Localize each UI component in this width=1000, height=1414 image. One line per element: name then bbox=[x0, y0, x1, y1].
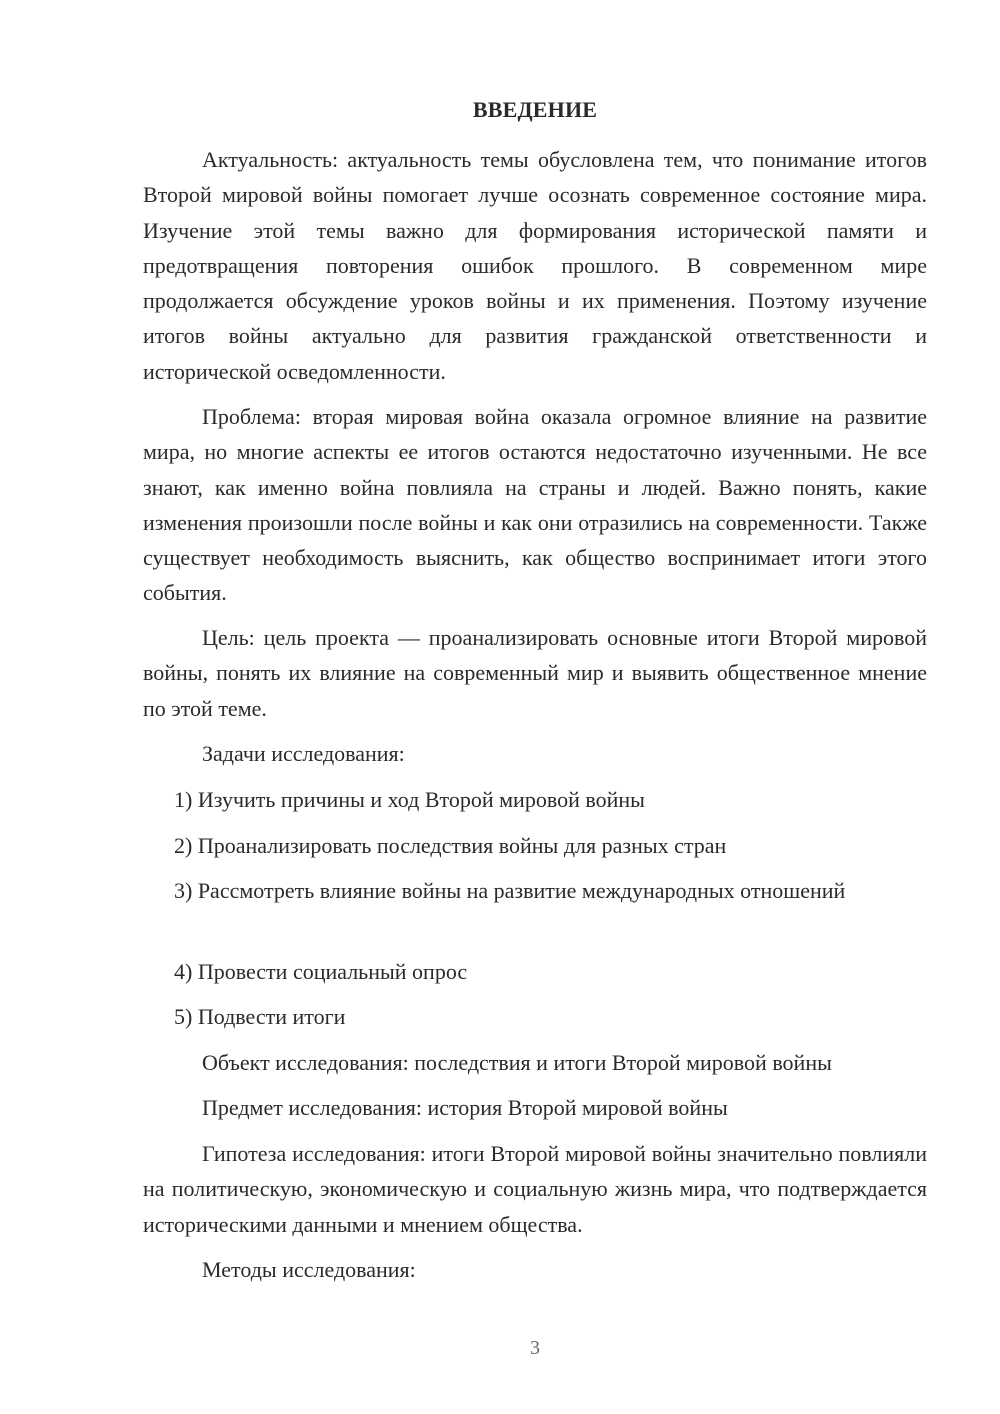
relevance-paragraph: Актуальность: актуальность темы обусловлена тем, что понимание итогов Второй мировой войны помогает лучше осознать современное состояние мира. Изучение этой темы важно для формирования исторической памяти и предотвращения повторения ошибок прошлого. В современном мире продолжается обсуждение уроков войны и их применения. Поэтому изучение итогов войны актуально для развития гражданской ответственности и исторической осведомленности. bbox=[143, 147, 927, 384]
subject-paragraph: Предмет исследования: история Второй мировой войны bbox=[202, 1095, 728, 1120]
hypothesis-paragraph: Гипотеза исследования: итоги Второй мировой войны значительно повлияли на политическую, экономическую и социальную жизнь мира, что подтверждается историческими данными и мнением общества. bbox=[143, 1141, 927, 1237]
methods-heading: Методы исследования: bbox=[202, 1257, 416, 1282]
section-title: ВВЕДЕНИЕ bbox=[472, 97, 598, 122]
tasks-heading: Задачи исследования: bbox=[202, 741, 405, 766]
document-page bbox=[143, 0, 927, 1414]
object-paragraph: Объект исследования: последствия и итоги Второй мировой войны bbox=[202, 1050, 832, 1075]
goal-paragraph: Цель: цель проекта — проанализировать основные итоги Второй мировой войны, понять их влияние на современный мир и выявить общественное мнение по этой теме. bbox=[143, 625, 927, 721]
task-item-3: 3) Рассмотреть влияние войны на развитие международных отношений bbox=[174, 878, 846, 903]
page-number: 3 bbox=[530, 1337, 540, 1359]
problem-paragraph: Проблема: вторая мировая война оказала огромное влияние на развитие мира, но многие аспекты ее итогов остаются недостаточно изученными. Не все знают, как именно война повлияла на страны и людей. Важно понять, какие изменения произошли после войны и как они отразились на современности. Также существует необходимость выяснить, как общество воспринимает итоги этого события. bbox=[143, 404, 927, 606]
task-item-1: 1) Изучить причины и ход Второй мировой войны bbox=[174, 787, 645, 812]
task-item-5: 5) Подвести итоги bbox=[174, 1004, 346, 1029]
task-item-4: 4) Провести социальный опрос bbox=[174, 959, 468, 984]
task-item-2: 2) Проанализировать последствия войны для разных стран bbox=[174, 833, 727, 858]
